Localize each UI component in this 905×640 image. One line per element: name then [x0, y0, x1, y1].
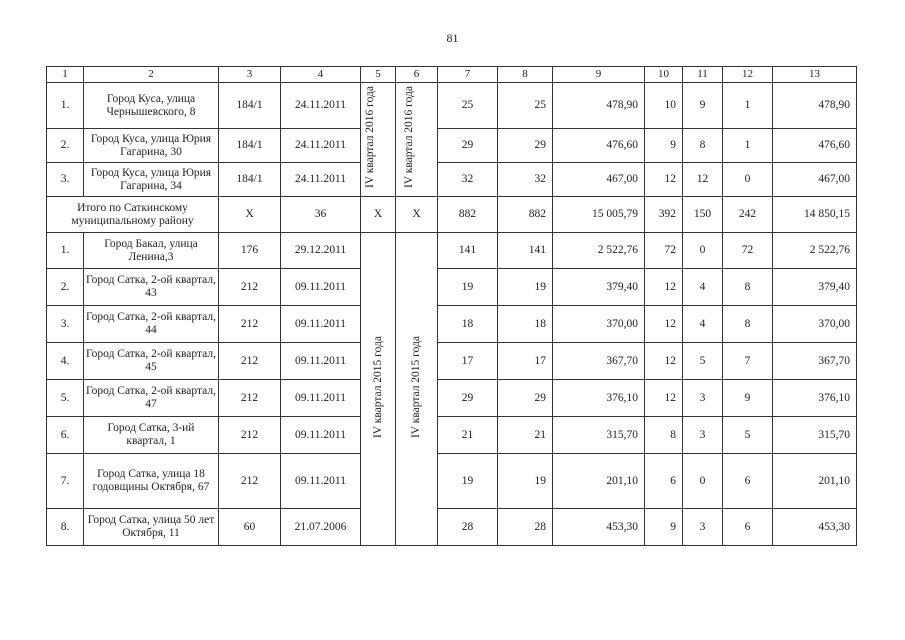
row-number: 3. [47, 306, 84, 343]
column-header: 11 [683, 67, 723, 83]
address-cell: Город Сатка, улица 50 лет Октября, 11 [84, 509, 219, 546]
table-row [47, 343, 857, 380]
date-cell: 24.11.2011 [281, 163, 361, 197]
cell: 1 [723, 129, 773, 163]
address-cell: Город Сатка, 2-ой квартал, 44 [84, 306, 219, 343]
cell: 453,30 [553, 509, 645, 546]
cell: 882 [498, 197, 553, 233]
cell: 176 [219, 233, 281, 269]
cell: 453,30 [773, 509, 857, 546]
column-header: 10 [645, 67, 683, 83]
table-row [47, 509, 857, 546]
cell: 367,70 [773, 343, 857, 380]
address-cell: Город Бакал, улица Ленина,3 [84, 233, 219, 269]
cell: 8 [723, 306, 773, 343]
cell: 14 850,15 [773, 197, 857, 233]
cell: 315,70 [773, 417, 857, 454]
period-cell [361, 233, 396, 546]
cell: 212 [219, 380, 281, 417]
cell: 72 [723, 233, 773, 269]
date-cell: 29.12.2011 [281, 233, 361, 269]
cell: 10 [645, 83, 683, 129]
column-header: 9 [553, 67, 645, 83]
cell: 28 [438, 509, 498, 546]
cell: 0 [683, 233, 723, 269]
cell: 12 [645, 306, 683, 343]
column-header: 1 [47, 67, 84, 83]
column-header: 2 [84, 67, 219, 83]
cell: 315,70 [553, 417, 645, 454]
cell: 12 [683, 163, 723, 197]
cell: 376,10 [773, 380, 857, 417]
cell: 467,00 [773, 163, 857, 197]
header-row [47, 67, 857, 83]
cell: 29 [438, 380, 498, 417]
cell: 15 005,79 [553, 197, 645, 233]
cell: 367,70 [553, 343, 645, 380]
data-table [46, 66, 857, 546]
cell: 370,00 [553, 306, 645, 343]
cell: 19 [438, 454, 498, 509]
table-row [47, 380, 857, 417]
table-row [47, 269, 857, 306]
cell: 19 [438, 269, 498, 306]
cell: 3 [683, 417, 723, 454]
period-label: IV квартал 2016 года [402, 86, 415, 189]
cell: 242 [723, 197, 773, 233]
table-row [47, 306, 857, 343]
cell: 212 [219, 269, 281, 306]
cell: 1 [723, 83, 773, 129]
cell: 4 [683, 269, 723, 306]
period-label: IV квартал 2015 года [410, 335, 422, 439]
row-number: 6. [47, 417, 84, 454]
cell: 21 [438, 417, 498, 454]
cell: 4 [683, 306, 723, 343]
date-cell: 09.11.2011 [281, 380, 361, 417]
cell: 6 [645, 454, 683, 509]
cell: 201,10 [773, 454, 857, 509]
row-number: 4. [47, 343, 84, 380]
cell: 12 [645, 269, 683, 306]
cell: 9 [645, 509, 683, 546]
address-cell: Город Сатка, 2-ой квартал, 45 [84, 343, 219, 380]
cell: 8 [645, 417, 683, 454]
address-cell: Город Куса, улица Юрия Гагарина, 34 [84, 163, 219, 197]
address-cell: Город Куса, улица Чернышевского, 8 [84, 83, 219, 129]
date-cell: 09.11.2011 [281, 417, 361, 454]
cell: 379,40 [553, 269, 645, 306]
cell: 17 [498, 343, 553, 380]
row-number: 2. [47, 129, 84, 163]
cell: 32 [438, 163, 498, 197]
column-header: 12 [723, 67, 773, 83]
address-cell: Город Куса, улица Юрия Гагарина, 30 [84, 129, 219, 163]
cell: 5 [723, 417, 773, 454]
date-cell: 09.11.2011 [281, 454, 361, 509]
cell: 0 [723, 163, 773, 197]
cell: 36 [281, 197, 361, 233]
cell: 17 [438, 343, 498, 380]
row-number: 3. [47, 163, 84, 197]
cell: 184/1 [219, 83, 281, 129]
cell: 21 [498, 417, 553, 454]
row-number: 1. [47, 83, 84, 129]
cell: Х [396, 197, 438, 233]
cell: 370,00 [773, 306, 857, 343]
cell: 8 [723, 269, 773, 306]
period-label: IV квартал 2015 года [371, 335, 384, 439]
page-number: 81 [446, 31, 459, 45]
cell: 12 [645, 163, 683, 197]
cell: 467,00 [553, 163, 645, 197]
cell: 141 [498, 233, 553, 269]
cell: 9 [645, 129, 683, 163]
cell: 476,60 [553, 129, 645, 163]
table-row [47, 233, 857, 269]
cell: 3 [683, 509, 723, 546]
cell: 476,60 [773, 129, 857, 163]
cell: 25 [498, 83, 553, 129]
column-header: 7 [438, 67, 498, 83]
address-cell: Город Сатка, улица 18 годовщины Октября, 67 [84, 454, 219, 509]
cell: 150 [683, 197, 723, 233]
column-header: 8 [498, 67, 553, 83]
row-number: 8. [47, 509, 84, 546]
cell: Х [361, 197, 396, 233]
cell: 141 [438, 233, 498, 269]
cell: 478,90 [773, 83, 857, 129]
cell: 392 [645, 197, 683, 233]
cell: 201,10 [553, 454, 645, 509]
cell: 6 [723, 509, 773, 546]
cell: 25 [438, 83, 498, 129]
column-header: 13 [773, 67, 857, 83]
cell: 12 [645, 380, 683, 417]
cell: 18 [498, 306, 553, 343]
cell: 29 [498, 380, 553, 417]
cell: 882 [438, 197, 498, 233]
cell: 184/1 [219, 129, 281, 163]
period-cell [396, 233, 438, 546]
row-number: 1. [47, 233, 84, 269]
cell: 19 [498, 454, 553, 509]
cell: 212 [219, 454, 281, 509]
column-header: 4 [281, 67, 361, 83]
column-header: 6 [396, 67, 438, 83]
table-row [47, 454, 857, 509]
cell: Х [219, 197, 281, 233]
table-row [47, 417, 857, 454]
row-number: 5. [47, 380, 84, 417]
cell: 29 [498, 129, 553, 163]
cell: 72 [645, 233, 683, 269]
column-header: 3 [219, 67, 281, 83]
row-number: 2. [47, 269, 84, 306]
period-cell [396, 83, 438, 197]
total-row [47, 197, 857, 233]
cell: 12 [645, 343, 683, 380]
cell: 212 [219, 306, 281, 343]
cell: 478,90 [553, 83, 645, 129]
cell: 9 [683, 83, 723, 129]
address-cell: Город Сатка, 3-ий квартал, 1 [84, 417, 219, 454]
cell: 376,10 [553, 380, 645, 417]
cell: 6 [723, 454, 773, 509]
cell: 9 [723, 380, 773, 417]
cell: 29 [438, 129, 498, 163]
cell: 2 522,76 [773, 233, 857, 269]
cell: 18 [438, 306, 498, 343]
cell: 379,40 [773, 269, 857, 306]
table-row [47, 83, 857, 129]
cell: 184/1 [219, 163, 281, 197]
cell: 60 [219, 509, 281, 546]
date-cell: 09.11.2011 [281, 306, 361, 343]
date-cell: 09.11.2011 [281, 343, 361, 380]
date-cell: 24.11.2011 [281, 129, 361, 163]
row-number: 7. [47, 454, 84, 509]
table-row [47, 129, 857, 163]
date-cell: 24.11.2011 [281, 83, 361, 129]
cell: 8 [683, 129, 723, 163]
address-cell: Город Сатка, 2-ой квартал, 47 [84, 380, 219, 417]
cell: 5 [683, 343, 723, 380]
period-cell [361, 83, 396, 197]
table-row [47, 163, 857, 197]
cell: 212 [219, 417, 281, 454]
cell: 2 522,76 [553, 233, 645, 269]
date-cell: 09.11.2011 [281, 269, 361, 306]
cell: 19 [498, 269, 553, 306]
cell: 32 [498, 163, 553, 197]
cell: 212 [219, 343, 281, 380]
total-label: Итого по Саткинскому муниципальному району [47, 197, 219, 233]
cell: 0 [683, 454, 723, 509]
cell: 7 [723, 343, 773, 380]
period-label: IV квартал 2016 года [364, 86, 376, 189]
cell: 28 [498, 509, 553, 546]
date-cell: 21.07.2006 [281, 509, 361, 546]
address-cell: Город Сатка, 2-ой квартал, 43 [84, 269, 219, 306]
cell: 3 [683, 380, 723, 417]
column-header: 5 [361, 67, 396, 83]
